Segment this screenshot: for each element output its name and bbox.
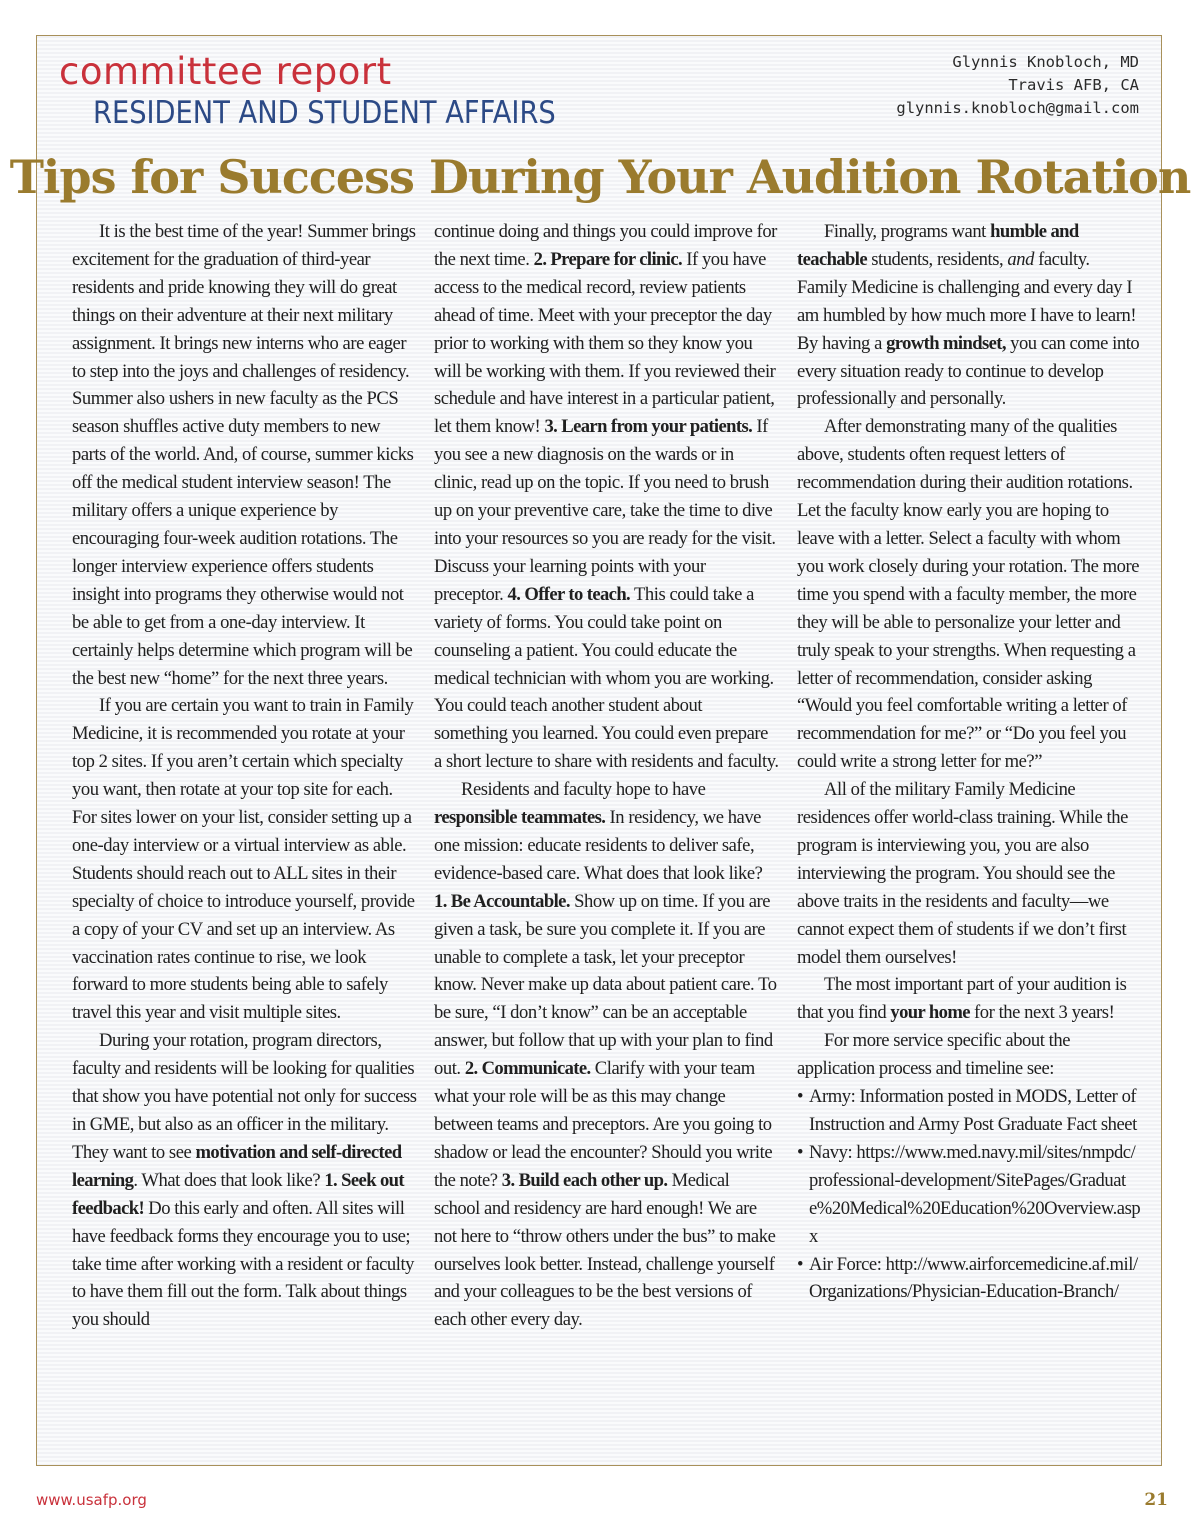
paragraph: Finally, programs want humble and teachable students, residents, and faculty. Family Medicine is challenging and every day I am humbled by how much more I have to learn! By having a growth mindset, you can come into every situation ready to continue to develop professionally and personally.	[797, 221, 1140, 410]
page-number: 21	[1144, 1490, 1168, 1510]
paragraph: If you are certain you want to train in Family Medicine, it is recommended you rotate at your top 2 sites. If you aren’t certain which specialty you want, then rotate at your top site for each. For sites lower on your list, consider setting up a one-day interview or a virtual interview as able. Students should reach out to ALL sites in their specialty of choice to introduce yourself, provide a copy of your CV and set up an interview. As vaccination rates continue to rise, we look forward to more students being able to safely travel this year and visit multiple sites.	[72, 695, 415, 1024]
section-label: RESIDENT AND STUDENT AFFAIRS	[93, 95, 556, 131]
emphasis: humble and teachable	[797, 221, 1079, 270]
emphasis: 2. Prepare for clinic.	[533, 248, 683, 270]
emphasis: 1. Be Accountable.	[434, 890, 570, 912]
article-title: Tips for Success During Your Audition Rotation	[9, 150, 1191, 204]
resource-army: • Army: Information posted in MODS, Letter of Instruction and Army Post Graduate Fact sheet	[797, 1083, 1142, 1139]
paragraph: All of the military Family Medicine residences offer world-class training. While the program is interviewing you, you are also interviewing the program. You should see the above traits in the residents and faculty—we cannot expect them of students if we don’t first model them ourselves!	[797, 779, 1128, 968]
paragraph: Residents and faculty hope to have responsible teammates. In residency, we have one mission: educate residents to deliver safe, evidence-based care. What does that look like? 1. Be Accountable. Show up on time. If you are given a task, be sure you complete it. If you are unable to complete a task, let your preceptor know. Never make up data about patient care. To be sure, “I don’t know” can be an acceptable answer, but follow that up with your plan to find out. 2. Communicate. Clarify with your team what your role will be as this may change between teams and preceptors. Are you going to shadow or lead the encounter? Should you write the note? 3. Build each other up. Medical school and residency are hard enough! We are not here to “throw others under the bus” to make ourselves look better. Instead, challenge yourself and your colleagues to be the best versions of each other every day.	[434, 779, 777, 1331]
resource-airforce-link[interactable]: • Air Force: http://www.airforcemedicine.af.mil/Organizations/Physician-Education-Branch/	[797, 1251, 1142, 1307]
author-location: Travis AFB, CA	[1008, 76, 1139, 94]
emphasis: 3. Build each other up.	[501, 1169, 668, 1191]
department-label: committee report	[59, 50, 392, 93]
author-info	[896, 51, 1139, 120]
resource-list	[797, 1083, 1142, 1306]
paragraph: After demonstrating many of the qualities above, students often request letters of recommendation during their audition rotations. Let the faculty know early you are hoping to leave with a letter. Select a faculty with whom you work closely during your rotation. The more time you spend with a faculty member, the more they will be able to personalize your letter and truly speak to your strengths. When requesting a letter of recommendation, consider asking “Would you feel comfortable writing a letter of recommendation for me?” or “Do you feel you could write a strong letter for me?”	[797, 416, 1140, 773]
author-name: Glynnis Knobloch, MD	[952, 53, 1139, 71]
emphasis: your home	[890, 1002, 970, 1024]
article-column-2	[434, 218, 779, 1334]
paragraph: The most important part of your audition is that you find your home for the next 3 years!	[797, 974, 1127, 1024]
emphasis: 2. Communicate.	[464, 1058, 591, 1080]
resource-navy-link[interactable]: • Navy: https://www.med.navy.mil/sites/nmpdc/professional-development/SitePages/Graduate%20Medical%20Education%20Overview.aspx	[797, 1139, 1142, 1251]
footer-website-link[interactable]: www.usafp.org	[36, 1491, 147, 1509]
emphasis: 3. Learn from your patients.	[544, 416, 753, 438]
emphasis: responsible teammates.	[434, 807, 606, 829]
emphasis: motivation and self-directed learning	[72, 1141, 402, 1191]
paragraph: It is the best time of the year! Summer brings excitement for the graduation of third-year residents and pride knowing they will do great things on their adventure at their next military assignment. It brings new interns who are eager to step into the joys and challenges of residency. Summer also ushers in new faculty as the PCS season shuffles active duty members to new parts of the world. And, of course, summer kicks off the medical student interview season! The military offers a unique experience by encouraging four-week audition rotations. The longer interview experience offers students insight into programs they otherwise would not be able to get from a one-day interview. It certainly helps determine which program will be the best new “home” for the next three years.	[72, 221, 416, 689]
author-email[interactable]: glynnis.knobloch@gmail.com	[896, 99, 1139, 117]
emphasis-italic: and	[1007, 248, 1034, 270]
paragraph: During your rotation, program directors, faculty and residents will be looking for qualities that show you have potential not only for success in GME, but also as an officer in the military. They want to see motivation and self-directed learning. What does that look like? 1. Seek out feedback! Do this early and often. All sites will have feedback forms they encourage you to use; take time after working with a resident or faculty to have them fill out the form. Talk about things you should	[72, 1030, 417, 1331]
emphasis: 4. Offer to teach.	[507, 583, 631, 605]
emphasis: growth mindset,	[886, 332, 1006, 354]
paragraph: continue doing and things you could improve for the next time. 2. Prepare for clinic. If you have access to the medical record, review patients ahead of time. Meet with your preceptor the day prior to working with them so they know you will be working with them. If you reviewed their schedule and have interest in a particular patient, let them know! 3. Learn from your patients. If you see a new diagnosis on the wards or in clinic, read up on the topic. If you need to brush up on your preventive care, take the time to dive into your resources so you are ready for the visit. Discuss your learning points with your preceptor. 4. Offer to teach. This could take a variety of forms. You could take point on counseling a patient. You could educate the medical technician with whom you are working. You could teach another student about something you learned. You could even prepare a short lecture to share with residents and faculty.	[434, 221, 779, 773]
article-column-1	[72, 218, 417, 1334]
article-column-3	[797, 218, 1142, 1306]
paragraph: For more service specific about the application process and timeline see:	[797, 1030, 1071, 1080]
emphasis: 1. Seek out feedback!	[72, 1169, 405, 1219]
